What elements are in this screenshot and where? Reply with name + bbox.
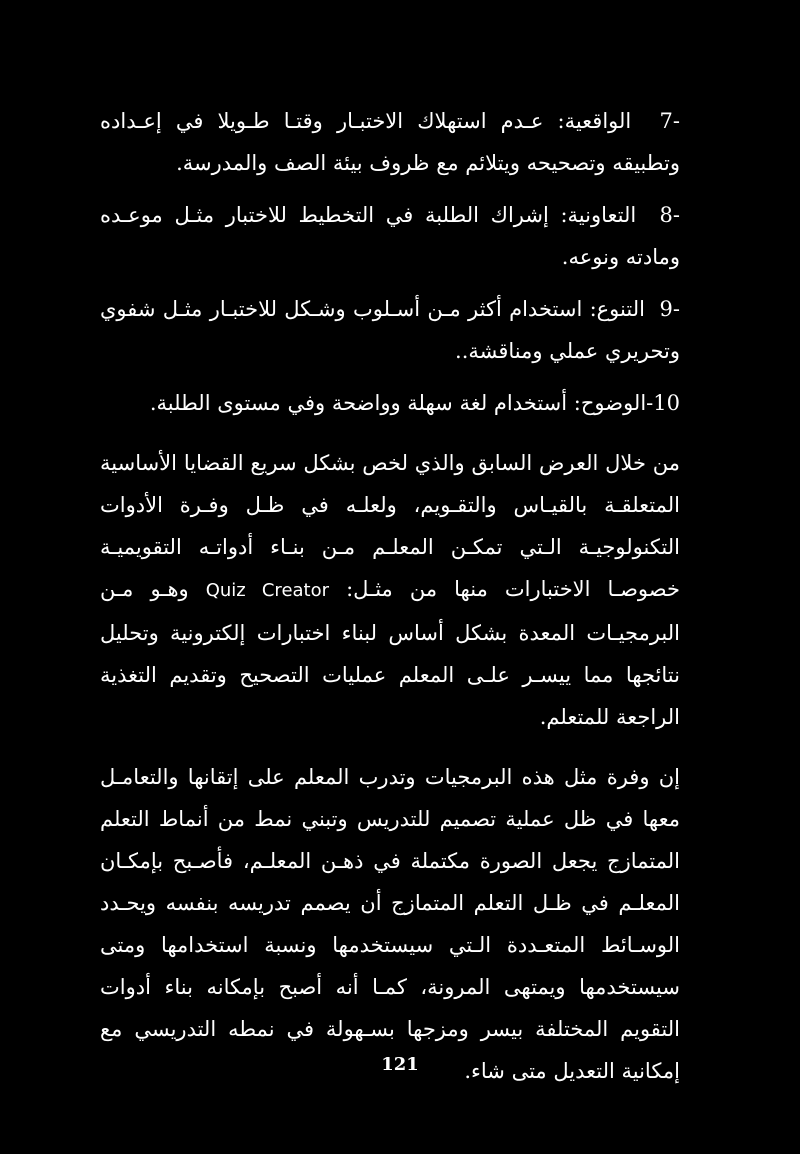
item-text: الواقعية: عـدم استهلاك الاختبـار وقتـا طـويلا في إعـداده وتطبيقه وتصحيحه ويتلائم مع ظروف بيئة الصف والمدرسة. [100,109,680,175]
body-paragraph-2: إن وفرة مثل هذه البرمجيات وتدرب المعلم على إتقانها والتعامـل معها في ظل عملية تصميم للتدريس وتبني نمط من أنماط التعلم المتمازج يجعل الصورة مكتملة في ذهـن المعلـم، فأصـبح بإمكـان المعلـم في ظـل التعلم المتمازج أن يصمم تدريسه بنفسه ويحـدد الوسـائط المتعـددة الـتي سيستخدمها ونسبة استخدامها ومتى سيستخدمها ويمتهى المرونة، كمـا أنه أصبح بإمكانه بناء أدوات التقويم المختلفة بيسر ومزجها بسـهولة في نمطه التدريسي مع إمكانية التعديل متى شاء. [100,765,680,1083]
paragraph-1-part-2: وهـو مـن البرمجيـات المعدة بشكل أساس لبناء اختبارات إلكترونية وتحليل نتائجها مما ييسـر علـى المعلم عمليات التصحيح وتقديم التغذية الراجعة للمتعلم. [100,577,680,729]
list-item-8 [100,194,680,278]
item-number: -7 [659,109,680,133]
body-paragraph-1 [100,442,680,738]
page-number: 121 [381,1054,419,1075]
list-item-9 [100,288,680,372]
item-text: التنوع: استخدام أكثر مـن أسـلوب وشـكل للاختبـار مثـل شفوي وتحريري عملي ومناقشة.. [100,297,680,363]
item-text: التعاونية: إشراك الطلبة في التخطيط للاختبار مثـل موعـده ومادته ونوعه. [100,203,680,269]
list-item-7 [100,100,680,184]
paragraph-1-part-1: من خلال العرض السابق والذي لخص بشكل سريع القضايا الأساسية المتعلقـة بالقيـاس والتقـويم، ولعلـه في ظـل وفـرة الأدوات التكنولوجيـة الـتي تمكـن المعلـم مـن بنـاء أدواتـه التقويميـة خصوصـا الاختبارات منها من مثـل: [100,451,680,601]
document-page [100,100,680,1092]
list-item-10 [100,382,680,424]
item-number: -8 [659,203,680,227]
item-number: 10- [646,391,680,415]
software-name: Quiz Creator [205,580,330,601]
item-text: الوضوح: أستخدام لغة سهلة وواضحة وفي مستوى الطلبة. [149,391,647,415]
item-number: -9 [659,297,680,321]
